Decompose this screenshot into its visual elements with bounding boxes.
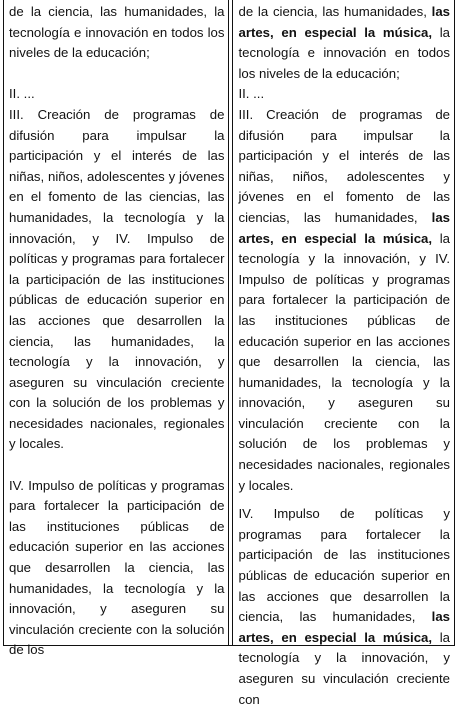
spacer xyxy=(9,455,224,476)
right-p1-bold: las artes, en especial la música, xyxy=(238,4,450,40)
right-paragraph-4 xyxy=(238,504,450,710)
right-p3-text-a: III. Creación de programas de difusión para impulsar la participación y el interés de las niñas, niños, adolescentes y jóvenes en el fomento de las ciencias, las humanidades, xyxy=(238,106,450,225)
right-p3-bold: las artes, en especial la música, xyxy=(238,209,450,246)
right-p1-text-a: de la ciencia, las humanidades, xyxy=(238,4,432,19)
left-paragraph-3: III. Creación de programas de difusión para impulsar la participación y el interés de las niñas, niños, adolescentes y jóvenes en el fomento de las ciencias, las humanidades, la tecnología y la innovación, y IV. Impulso de políticas y programas para fortalecer la participación de las instituciones públicas de educación superior en las acciones que desarrollen la ciencia, las humanidades, la tecnología y la innovación, y aseguren su vinculación creciente con la solución de los problemas y necesidades nacionales, regionales y locales. xyxy=(9,106,225,452)
right-paragraph-2: II. ... xyxy=(238,86,265,102)
left-paragraph-2: II. ... xyxy=(9,86,35,102)
spacer xyxy=(238,496,450,504)
left-paragraph-1: de la ciencia, las humanidades, la tecnología e innovación en todos los niveles de la educación; xyxy=(9,4,225,61)
right-p4-bold: las artes, en especial la música, xyxy=(238,609,450,645)
right-paragraph-3 xyxy=(238,105,450,496)
left-paragraph-4: IV. Impulso de políticas y programas para fortalecer la participación de las instituciones públicas de educación superior en las acciones que desarrollen la ciencia, las humanidades, la tecnología y la innovación, y aseguren su vinculación creciente con la solución de los xyxy=(9,477,225,658)
spacer xyxy=(9,64,224,85)
right-p1-text-c: la tecnología e innovación en todos los niveles de la educación; xyxy=(238,24,450,81)
right-p4-text-a: IV. Impulso de políticas y programas para fortalecer la participación de las instituciones públicas de educación superior en las acciones que desarrollen la ciencia, las humanidades, xyxy=(238,506,450,625)
right-paragraph-1 xyxy=(238,2,450,84)
left-column xyxy=(4,0,229,658)
comparison-table xyxy=(3,0,455,707)
right-p4-text-c: la tecnología y la innovación, y aseguren su vinculación creciente con xyxy=(238,629,450,707)
right-column xyxy=(232,0,454,707)
right-p3-text-c: la tecnología y la innovación, y IV. Impulso de políticas y programas para fortalecer la participación de las instituciones públicas de educación superior en las acciones que desarrollen la ciencia, las humanidades, la tecnología y la innovación, y aseguren su vinculación creciente con la solución de los problemas y necesidades nacionales, regionales y locales. xyxy=(238,230,450,493)
